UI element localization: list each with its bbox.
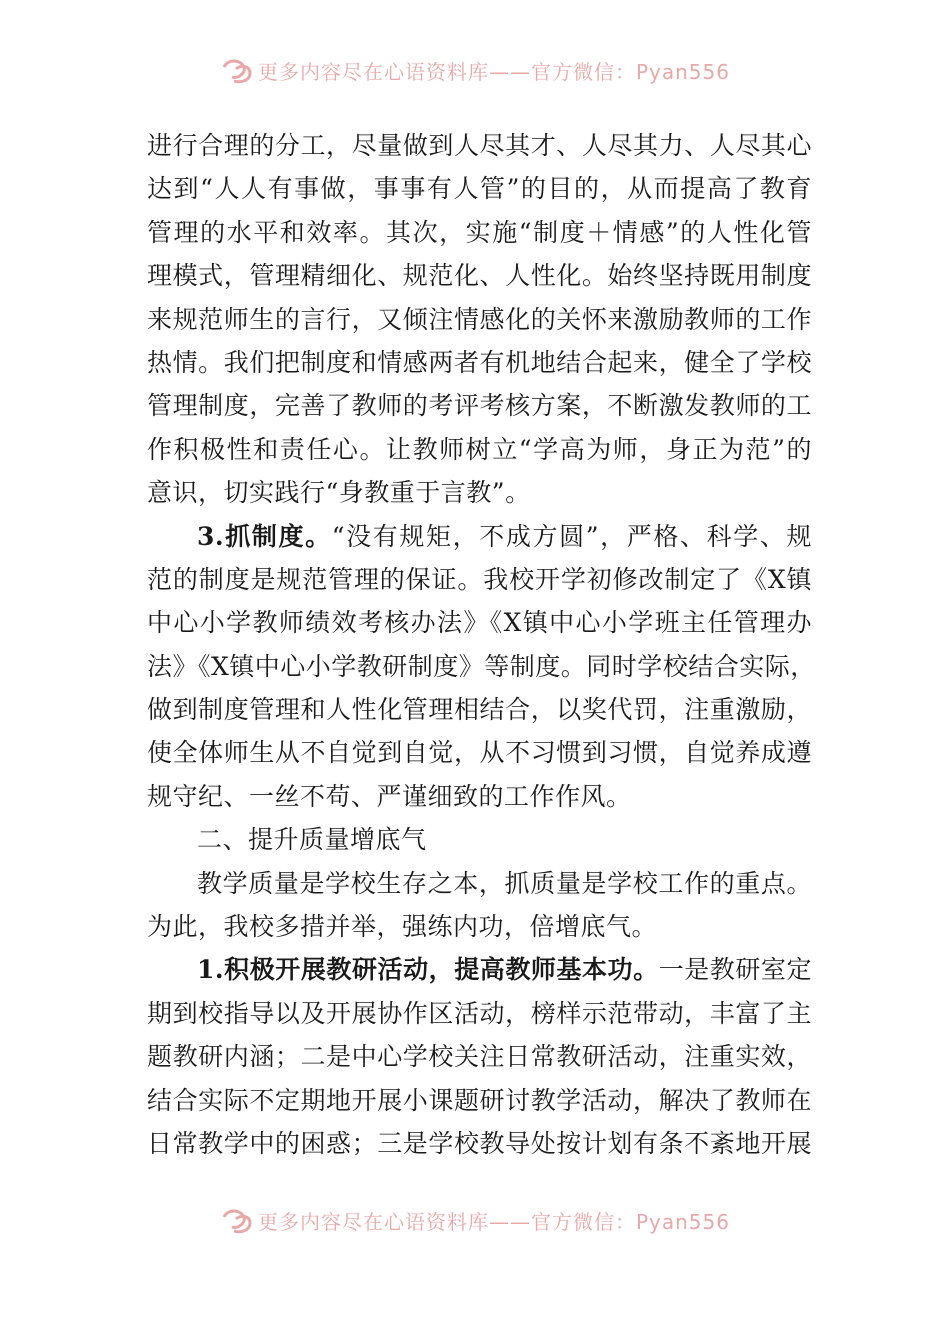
text-line: 题教研内涵；二是中心学校关注日常教研活动，注重实效， <box>147 1042 812 1072</box>
watermark-footer <box>0 1200 950 1240</box>
text-line: 教学质量是学校生存之本，抓质量是学校工作的重点。 <box>197 868 812 898</box>
watermark-header <box>0 50 950 90</box>
text-line: 法》《X镇中心小学教研制度》等制度。同时学校结合实际， <box>147 651 816 681</box>
text-line: 结合实际不定期地开展小课题研讨教学活动，解决了教师在 <box>147 1085 812 1115</box>
text-line: 期到校指导以及开展协作区活动，榜样示范带动，丰富了主 <box>147 998 812 1028</box>
section-heading-line: 1.积极开展教研活动，提高教师基本功。一是教研室定 <box>197 955 812 985</box>
watermark-logo-icon <box>220 55 254 85</box>
text-line: 日常教学中的困惑；三是学校教导处按计划有条不紊地开展 <box>147 1128 812 1158</box>
text-line: 中心小学教师绩效考核办法》《X镇中心小学班主任管理办 <box>147 608 812 638</box>
text-line: 使全体师生从不自觉到自觉，从不习惯到习惯，自觉养成遵 <box>147 738 812 768</box>
section-heading-line: 3.抓制度。“没有规矩，不成方圆”，严格、科学、规 <box>197 521 812 551</box>
text-line: 管理制度，完善了教师的考评考核方案，不断激发教师的工 <box>147 391 812 421</box>
text-line: 达到“人人有事做，事事有人管”的目的，从而提高了教育 <box>147 174 812 204</box>
text-line: 做到制度管理和人性化管理相结合，以奖代罚，注重激励， <box>147 695 812 725</box>
watermark-text: 更多内容尽在心语资料库——官方微信：Pyan556 <box>257 59 730 84</box>
text-line: 范的制度是规范管理的保证。我校开学初修改制定了《X镇 <box>147 564 812 594</box>
text-line: 热情。我们把制度和情感两者有机地结合起来，健全了学校 <box>147 347 812 377</box>
section-heading: 3.抓制度。 <box>197 521 332 551</box>
text-line: 管理的水平和效率。其次，实施“制度＋情感”的人性化管 <box>147 217 812 247</box>
watermark-text: 更多内容尽在心语资料库——官方微信：Pyan556 <box>257 1209 730 1234</box>
text-line: 作积极性和责任心。让教师树立“学高为师，身正为范”的 <box>147 434 812 464</box>
text-line: 理模式，管理精细化、规范化、人性化。始终坚持既用制度 <box>147 261 812 291</box>
document-body <box>147 124 816 1165</box>
text-line: 为此，我校多措并举，强练内功，倍增底气。 <box>147 912 658 942</box>
section-heading: 1.积极开展教研活动，提高教师基本功。 <box>197 955 659 985</box>
text-line: 来规范师生的言行，又倾注情感化的关怀来激励教师的工作 <box>147 304 812 334</box>
text-line: 进行合理的分工，尽量做到人尽其才、人尽其力、人尽其心 <box>147 131 812 160</box>
watermark-logo-icon <box>220 1205 254 1235</box>
chapter-heading: 二、提升质量增底气 <box>197 825 427 855</box>
text-line: 规守纪、一丝不苟、严谨细致的工作作风。 <box>147 781 632 811</box>
text-line: 意识，切实践行“身教重于言教”。 <box>147 478 531 508</box>
